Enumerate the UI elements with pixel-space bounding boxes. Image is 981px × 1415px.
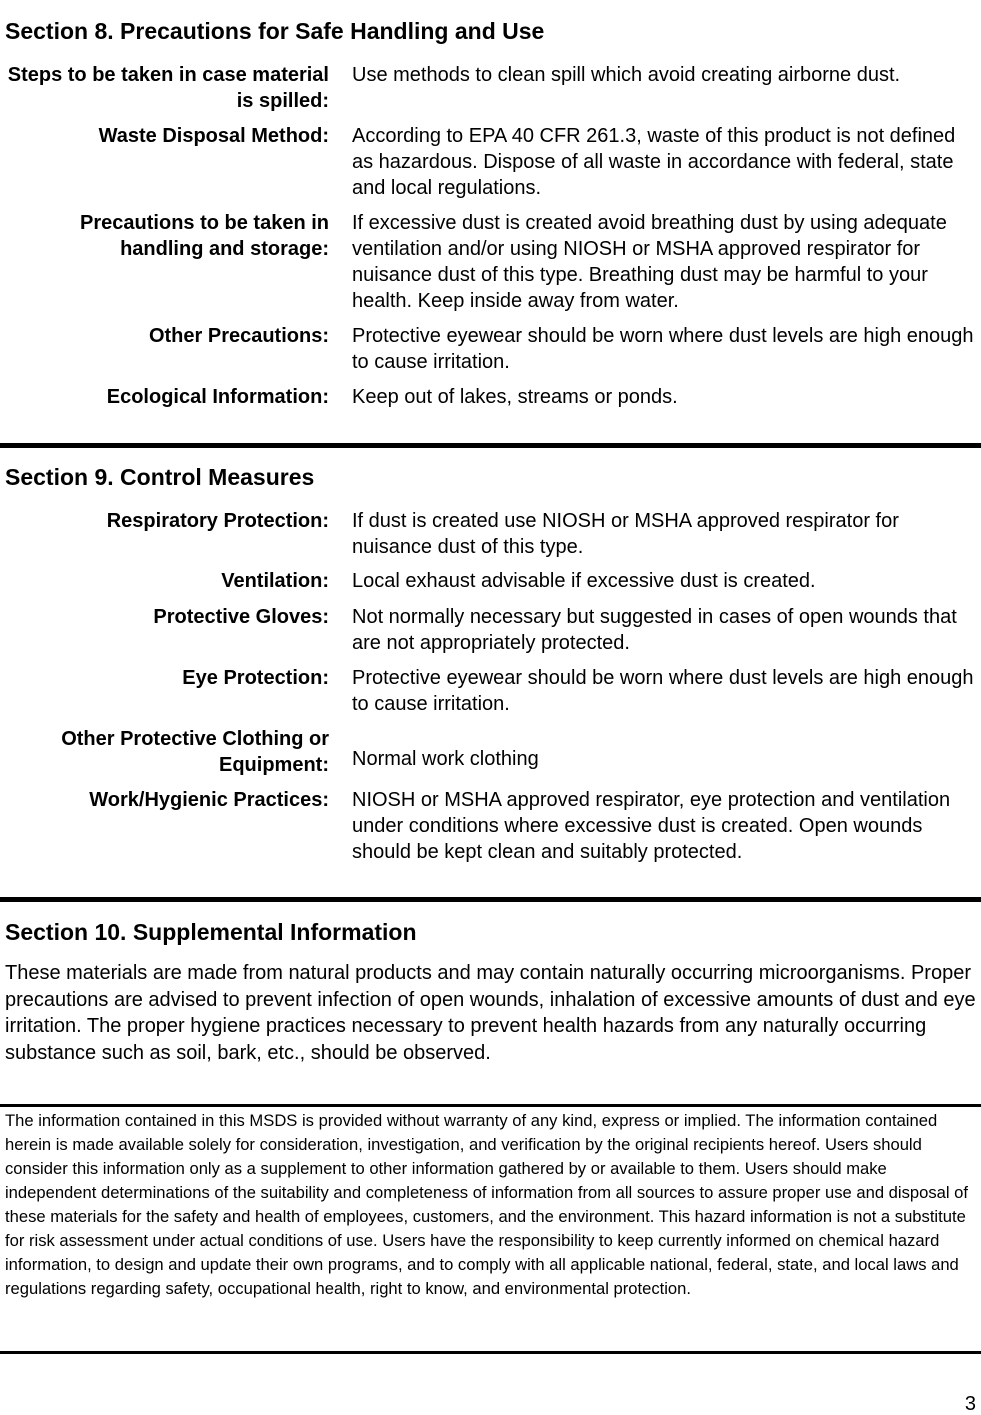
field-value: Keep out of lakes, streams or ponds.: [352, 386, 678, 408]
field-value: Local exhaust advisable if excessive dust is created.: [352, 570, 816, 592]
field-value: According to EPA 40 CFR 261.3, waste of this product is not defined as hazardous. Dispose of all waste in accordance with federal, state and local regulations.: [352, 125, 956, 199]
field-value: If excessive dust is created avoid breathing dust by using adequate ventilation and/or using NIOSH or MSHA approved respirator for nuisance dust of this type. Breathing dust may be harmful to your health. Keep inside away from water.: [352, 212, 947, 312]
field-label: Respiratory Protection:: [106, 510, 329, 532]
disclaimer-bottom-rule: [0, 1351, 981, 1354]
field-label: Waste Disposal Method:: [98, 125, 329, 147]
section-10-title: Section 10. Supplemental Information: [5, 919, 417, 945]
disclaimer-text: The information contained in this MSDS is provided without warranty of any kind, express or implied. The information contained herein is made available solely for consideration, investigation, and verification by the original recipients hereof. Users should consider this information only as a supplement to other information gathered by or available to them. Users should make independent determinations of the suitability and completeness of information from all sources to assure proper use and disposal of these materials for the safety and health of employees, customers, and the environment. This hazard information is not a substitute for risk assessment under actual conditions of use. Users have the responsibility to keep currently informed on chemical hazard information, to design and update their own programs, and to comply with all applicable national, federal, state, and local laws and regulations regarding safety, occupational health, right to know, and environmental protection.: [5, 1111, 968, 1298]
field-value: NIOSH or MSHA approved respirator, eye protection and ventilation under conditions where excessive dust is created. Open wounds should be kept clean and suitably protected.: [352, 789, 951, 863]
field-value: If dust is created use NIOSH or MSHA approved respirator for nuisance dust of this type.: [352, 510, 899, 558]
field-label: Ventilation:: [221, 570, 329, 592]
section-divider: [0, 897, 981, 902]
page-number: 3: [964, 1393, 976, 1415]
disclaimer-top-rule: [0, 1104, 981, 1107]
section-8-title: Section 8. Precautions for Safe Handling and Use: [5, 18, 545, 44]
field-label: Work/Hygienic Practices:: [89, 789, 329, 811]
field-value: Not normally necessary but suggested in cases of open wounds that are not appropriately protected.: [352, 606, 957, 654]
field-label: Other Precautions:: [148, 325, 329, 347]
field-label: Eye Protection:: [182, 667, 329, 689]
section-divider: [0, 443, 981, 448]
field-label: Other Protective Clothing or Equipment:: [61, 728, 329, 776]
field-value: Normal work clothing: [352, 748, 539, 770]
field-label: Ecological Information:: [106, 386, 329, 408]
field-value: Use methods to clean spill which avoid creating airborne dust.: [352, 64, 901, 86]
field-label: Steps to be taken in case material is spilled:: [7, 64, 329, 112]
section-9-title: Section 9. Control Measures: [5, 464, 315, 490]
supplemental-information-text: These materials are made from natural products and may contain naturally occurring microorganisms. Proper precautions are advised to prevent infection of open wounds, inhalation of excessive amounts of dust and eye irritation. The proper hygiene practices necessary to prevent health hazards from any naturally occurring substance such as soil, bark, etc., should be observed.: [5, 962, 976, 1064]
field-label: Precautions to be taken in handling and storage:: [80, 212, 329, 260]
field-value: Protective eyewear should be worn where dust levels are high enough to cause irritation.: [352, 325, 974, 373]
field-label: Protective Gloves:: [153, 606, 329, 628]
field-value: Protective eyewear should be worn where dust levels are high enough to cause irritation.: [352, 667, 974, 715]
